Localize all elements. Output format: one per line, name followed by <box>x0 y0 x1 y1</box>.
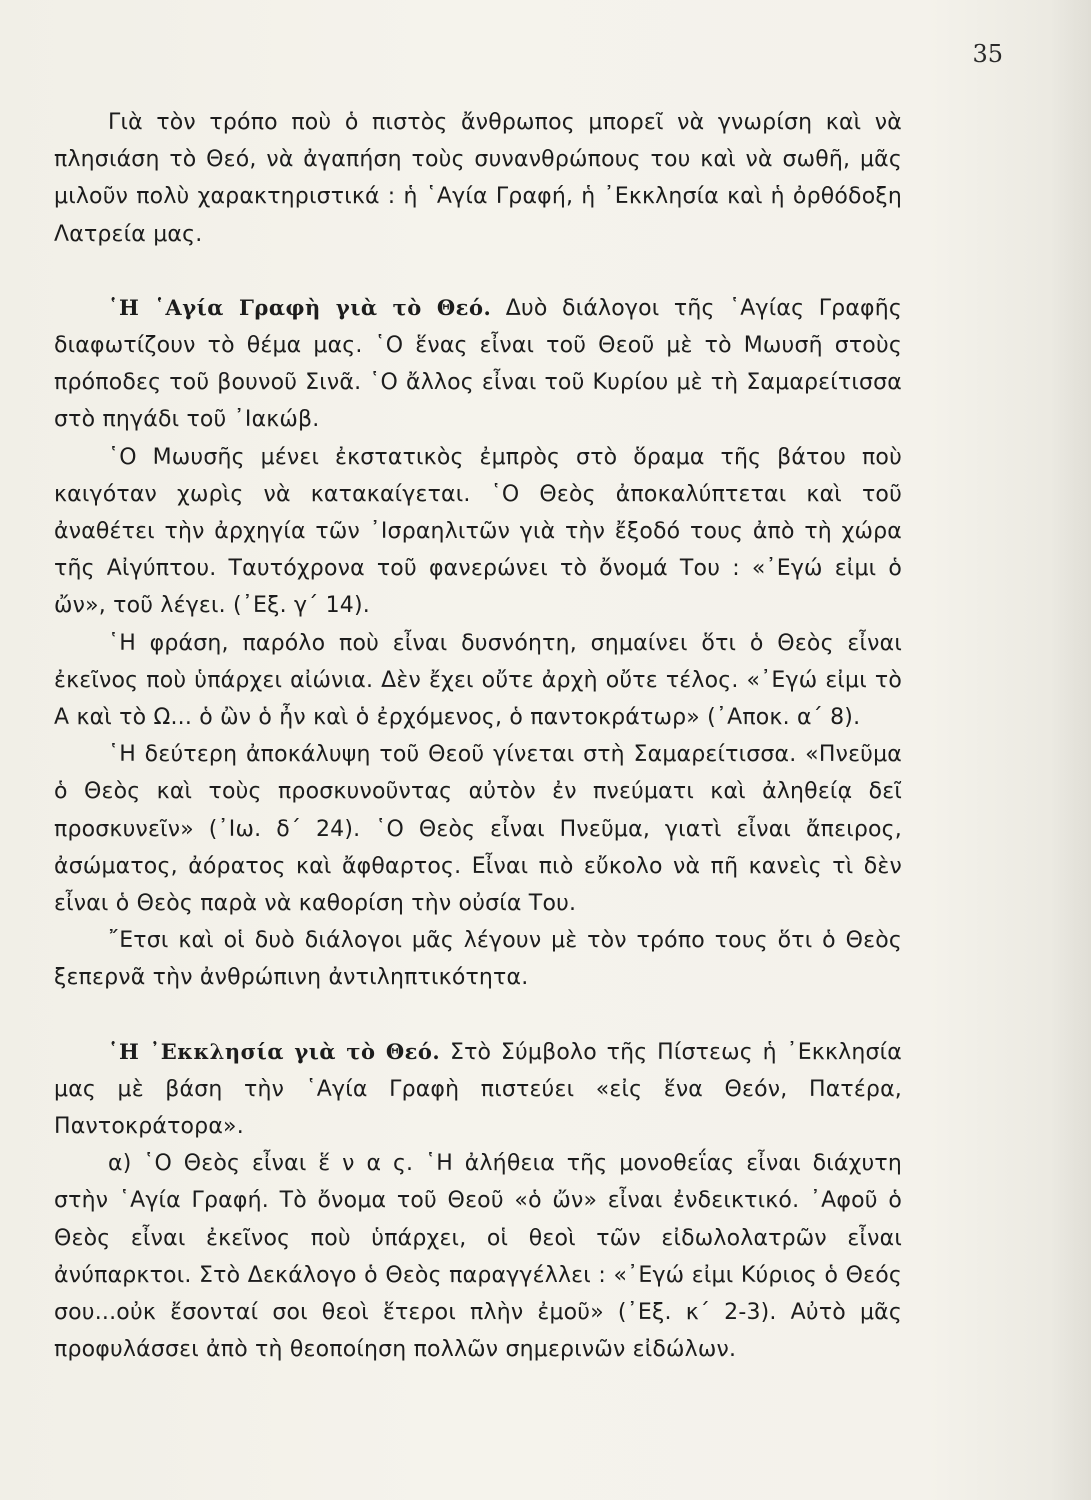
paragraph-church-text: Στὸ Σύμβολο τῆς Πίστεως ἡ ᾿Εκκλησία μας μὲ βάση τὴν ῾Αγία Γραφὴ πιστεύει «εἰς ἕνα Θεόν, Πατέρα, Παντοκράτορα». <box>54 1039 902 1140</box>
paragraph-conclusion: ῎Ετσι καὶ οἱ δυὸ διάλογοι μᾶς λέγουν μὲ τὸν τρόπο τους ὅτι ὁ Θεὸς ξεπερνᾶ τὴν ἀνθρώπινη ἀντιληπτικότητα. <box>54 928 902 991</box>
paragraph-moses: ῾Ο Μωυσῆς μένει ἐκστατικὸς ἐμπρὸς στὸ ὅραμα τῆς βάτου ποὺ καιγόταν χωρὶς νὰ κατακαίγεται. ῾Ο Θεὸς ἀποκαλύπτεται καὶ τοῦ ἀναθέτει τὴν ἀρχηγία τῶν ᾿Ισραηλιτῶν γιὰ τὴν ἔξοδό τους ἀπὸ τὴ χώρα τῆς Αἰγύπτου. Ταυτόχρονα τοῦ φανερώνει τὸ ὄνομά Του : «᾿Εγώ εἰμι ὁ ὤν», τοῦ λέγει. (᾿Εξ. γ΄ 14). <box>54 444 902 619</box>
paragraph-intro: Γιὰ τὸν τρόπο ποὺ ὁ πιστὸς ἄνθρωπος μπορεῖ νὰ γνωρίση καὶ νὰ πλησιάση τὸ Θεό, νὰ ἀγαπήση τοὺς συνανθρώπους του καὶ νὰ σωθῆ, μᾶς μιλοῦν πολὺ χαρακτηριστικά : ἡ ῾Αγία Γραφή, ἡ ᾿Εκκλησία καὶ ἡ ὀρθόδοξη Λατρεία μας. <box>54 110 902 247</box>
section-heading-church: ῾Η ᾿Εκκλησία γιὰ τὸ Θεό. <box>108 1038 441 1064</box>
page-number: 35 <box>972 40 1003 68</box>
paragraph-phrase: ῾Η φράση, παρόλο ποὺ εἶναι δυσνόητη, σημαίνει ὅτι ὁ Θεὸς εἶναι ἐκεῖνος ποὺ ὑπάρχει αἰώνια. Δὲν ἔχει οὔτε ἀρχὴ οὔτε τέλος. «᾿Εγώ εἰμι τὸ Α καὶ τὸ Ω... ὁ ὢν ὁ ἦν καὶ ὁ ἐρχόμενος, ὁ παντοκράτωρ» (᾿Αποκ. α΄ 8). <box>54 630 902 731</box>
paragraph-church <box>54 1033 902 1146</box>
page-edge-shadow <box>1051 0 1091 1500</box>
paragraph-scripture <box>54 289 902 439</box>
paragraph-one-god: α) ῾Ο Θεὸς εἶναι ἕ ν α ς. ῾Η ἀλήθεια τῆς μονοθεΐας εἶναι διάχυτη στὴν ῾Αγία Γραφή. Τὸ ὄνομα τοῦ Θεοῦ «ὁ ὤν» εἶναι ἐνδεικτικό. ᾿Αφοῦ ὁ Θεὸς εἶναι ἐκεῖνος ποὺ ὑπάρχει, οἱ θεοὶ τῶν εἰδωλολατρῶν εἶναι ἀνύπαρκτοι. Στὸ Δεκάλογο ὁ Θεὸς παραγγέλλει : «᾿Εγώ εἰμι Κύριος ὁ Θεός σου...οὐκ ἔσονταί σοι θεοὶ ἕτεροι πλὴν ἐμοῦ» (᾿Εξ. κ΄ 2-3). Αὐτὸ μᾶς προφυλάσσει ἀπὸ τὴ θεοποίηση πολλῶν σημερινῶν εἰδώλων. <box>54 1151 902 1363</box>
paragraph-samaritan: ῾Η δεύτερη ἀποκάλυψη τοῦ Θεοῦ γίνεται στὴ Σαμαρείτισσα. «Πνεῦμα ὁ Θεὸς καὶ τοὺς προσκυνοῦντας αὐτὸν ἐν πνεύματι καὶ ἀληθείᾳ δεῖ προσκυνεῖν» (᾿Ιω. δ΄ 24). ῾Ο Θεὸς εἶναι Πνεῦμα, γιατὶ εἶναι ἄπειρος, ἀσώματος, ἀόρατος καὶ ἄφθαρτος. Εἶναι πιὸ εὔκολο νὰ πῆ κανεὶς τὶ δὲν εἶναι ὁ Θεὸς παρὰ νὰ καθορίση τὴν οὐσία Του. <box>54 742 902 917</box>
body-text <box>54 104 902 1369</box>
section-heading-scripture: ῾Η ῾Αγία Γραφὴ γιὰ τὸ Θεό. <box>108 294 492 320</box>
paragraph-scripture-text: Δυὸ διάλογοι τῆς ῾Αγίας Γραφῆς διαφωτίζουν τὸ θέμα μας. ῾Ο ἕνας εἶναι τοῦ Θεοῦ μὲ τὸ Μωυσῆ στοὺς πρόποδες τοῦ βουνοῦ Σινᾶ. ῾Ο ἄλλος εἶναι τοῦ Κυρίου μὲ τὴ Σαμαρείτισσα στὸ πηγάδι τοῦ ᾿Ιακώβ. <box>54 295 902 433</box>
